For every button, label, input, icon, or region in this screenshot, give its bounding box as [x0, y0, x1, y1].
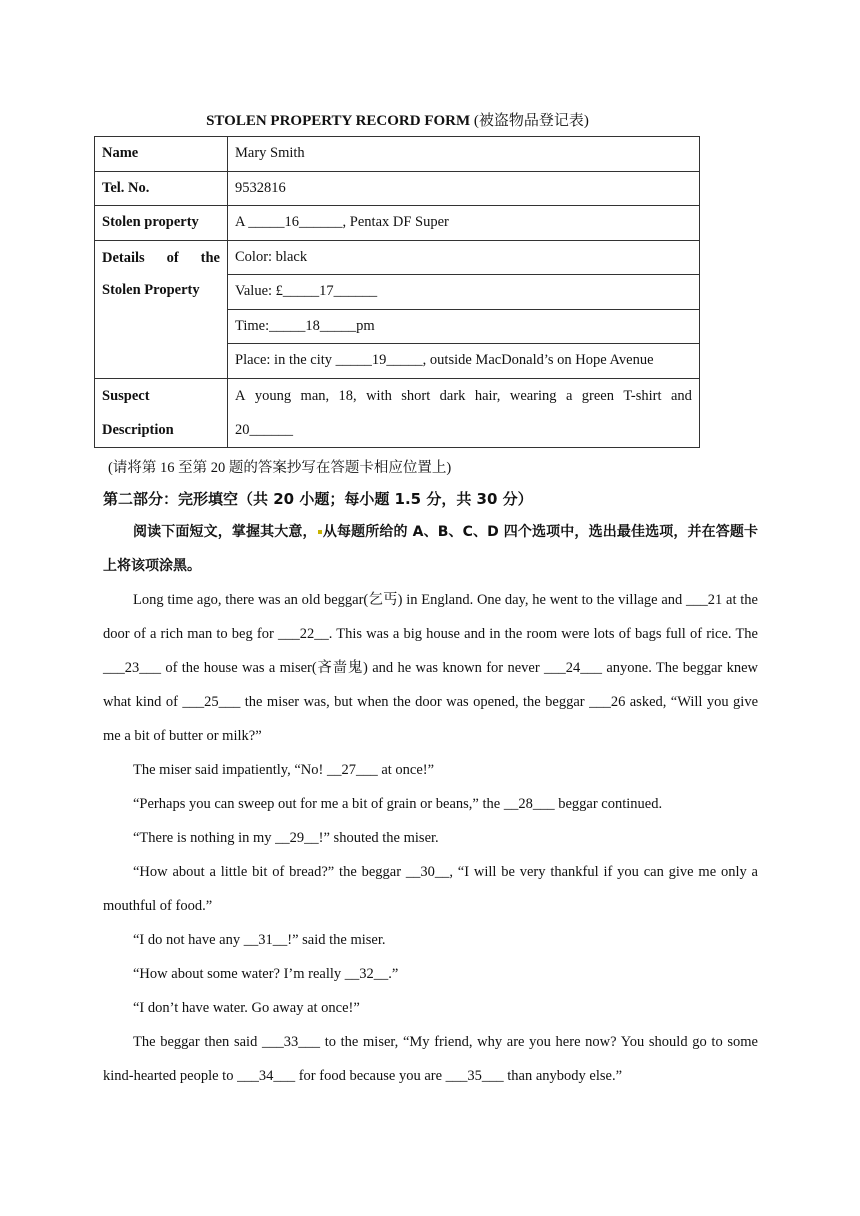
- label-name: Name: [95, 137, 228, 172]
- passage-text: “There is nothing in my: [133, 830, 276, 846]
- value-name: Mary Smith: [228, 137, 700, 172]
- cloze-blank: ___25___: [182, 694, 241, 710]
- row-suspect: [95, 378, 700, 447]
- cloze-blank: __31__: [243, 932, 288, 948]
- stolen-post: , Pentax DF Super: [342, 214, 449, 231]
- suspect-line1: [235, 379, 692, 413]
- cloze-blank: ___35___: [445, 1068, 504, 1084]
- row-name: [95, 137, 700, 172]
- cloze-blank: ___22__: [277, 626, 329, 642]
- passage-text: “I do not have any: [133, 932, 244, 948]
- row-stolen-property: [95, 206, 700, 241]
- instructions: [103, 515, 758, 583]
- suspect-word: dark: [439, 387, 466, 404]
- passage-text: to the miser, “My friend, why are you here now? You should go to some kind-hearted people to: [103, 1034, 758, 1084]
- passage-text: !” said the miser.: [287, 932, 386, 948]
- passage-paragraph: [103, 957, 758, 991]
- suspect-word: short: [401, 387, 431, 404]
- passage-paragraph: [103, 991, 758, 1025]
- suspect-word: with: [366, 387, 392, 404]
- label-tel: Tel. No.: [95, 171, 228, 206]
- time-post: pm: [356, 317, 375, 334]
- details-label-line2: Stolen Property: [102, 281, 200, 298]
- cloze-blank: ___23___: [103, 660, 161, 676]
- value-stolen-property: [228, 206, 700, 241]
- value-color: Color: black: [228, 240, 700, 275]
- cloze-passage: [103, 583, 758, 1093]
- suspect-word: hair,: [474, 387, 501, 404]
- suspect-word: 18,: [338, 387, 357, 404]
- blank-20: 20______: [235, 421, 293, 438]
- passage-text: “I don’t have water. Go away at once!”: [133, 1000, 360, 1016]
- cloze-blank: ___34___: [237, 1068, 296, 1084]
- suspect-word: T-shirt: [623, 387, 662, 404]
- answer-note: (请将第 16 至第 20 题的答案抄写在答题卡相应位置上): [108, 460, 452, 476]
- stolen-property-form-table: [94, 136, 700, 448]
- passage-paragraph: [103, 821, 758, 855]
- marker-dot: [318, 530, 322, 534]
- passage-paragraph: [103, 753, 758, 787]
- passage-text: “Perhaps you can sweep out for me a bit of grain or beans,” the: [133, 796, 504, 812]
- label-suspect: [95, 378, 228, 447]
- passage-text: anyone. The beggar knew what kind of: [103, 660, 758, 710]
- cloze-blank: ___24___: [544, 660, 602, 676]
- instructions-part-b: 从每题所给的 A、B、C、D 四个选项中，选出最佳选项，并在答题卡上将该项涂黑。: [103, 524, 758, 574]
- passage-paragraph: [103, 923, 758, 957]
- label-stolen-property: Stolen property: [95, 206, 228, 241]
- passage-paragraph: [103, 787, 758, 821]
- suspect-word: man,: [300, 387, 330, 404]
- value-place: [228, 344, 700, 379]
- value-pre: Value: £: [235, 283, 283, 300]
- blank-19: _____19_____: [335, 352, 423, 369]
- time-pre: Time:: [235, 317, 270, 334]
- passage-text: than anybody else.”: [503, 1068, 623, 1084]
- passage-text: the miser was, but when the door was opened, the beggar: [240, 694, 590, 710]
- passage-text: The miser said impatiently, “No!: [133, 762, 327, 778]
- passage-text: !” shouted the miser.: [318, 830, 439, 846]
- details-label-line1: [102, 248, 220, 268]
- form-title-english: STOLEN PROPERTY RECORD FORM: [206, 113, 471, 129]
- cloze-blank: ___33___: [262, 1034, 321, 1050]
- row-details-color: [95, 240, 700, 275]
- stolen-pre: A: [235, 214, 249, 231]
- details-word-1: Details: [102, 249, 145, 266]
- value-tel: 9532816: [228, 171, 700, 206]
- cloze-blank: ___21: [686, 592, 723, 608]
- instructions-part-a: 阅读下面短文，掌握其大意，: [133, 524, 317, 540]
- suspect-word: a: [565, 387, 573, 404]
- suspect-label-line1: Suspect: [102, 387, 150, 404]
- passage-text: .”: [388, 966, 399, 982]
- suspect-word: young: [254, 387, 292, 404]
- label-details: [95, 240, 228, 378]
- passage-text: The beggar then said: [133, 1034, 263, 1050]
- cloze-blank: __27___: [326, 762, 378, 778]
- form-title: [95, 109, 700, 130]
- value-value: [228, 275, 700, 310]
- suspect-word: and: [670, 387, 692, 404]
- value-time: [228, 309, 700, 344]
- cloze-blank: ___26: [589, 694, 626, 710]
- section-heading: 第二部分：完形填空（共 20 小题；每小题 1.5 分，共 30 分）: [103, 490, 533, 508]
- cloze-blank: __30__: [405, 864, 450, 880]
- blank-18: _____18_____: [269, 317, 357, 334]
- place-pre: Place: in the city: [235, 352, 336, 369]
- passage-text: “How about some water? I’m really: [133, 966, 345, 982]
- blank-16: _____16______: [248, 214, 343, 231]
- passage-text: asked, “Will you give me a bit of butter or milk?”: [103, 694, 759, 744]
- passage-text: beggar continued.: [554, 796, 663, 812]
- cloze-blank: __29__: [275, 830, 319, 846]
- details-word-3: the: [200, 249, 220, 266]
- passage-text: at once!”: [377, 762, 435, 778]
- form-title-chinese: (被盗物品登记表): [470, 113, 589, 129]
- suspect-word: A: [235, 387, 246, 404]
- row-tel: [95, 171, 700, 206]
- passage-paragraph: [103, 1025, 758, 1093]
- passage-paragraph: [103, 583, 758, 753]
- passage-text: for food because you are: [295, 1068, 446, 1084]
- suspect-word: wearing: [509, 387, 557, 404]
- cloze-blank: __28___: [503, 796, 555, 812]
- passage-text: at the door of a rich man to beg for: [103, 592, 758, 642]
- passage-text: Long time ago, there was an old beggar(乞丐) in England. One day, he went to the village and: [133, 592, 687, 608]
- blank-17: _____17______: [282, 283, 378, 300]
- place-post: , outside MacDonald’s on Hope Avenue: [422, 352, 654, 369]
- passage-paragraph: [103, 855, 758, 923]
- passage-text: , “I will be very thankful if you can give me only a mouthful of food.”: [103, 864, 758, 914]
- passage-text: “How about a little bit of bread?” the beggar: [133, 864, 406, 880]
- passage-text: of the house was a miser(吝啬鬼) and he was known for never: [161, 660, 544, 676]
- passage-text: . This was a big house and in the room were lots of bags full of rice. The: [328, 626, 758, 642]
- suspect-word: green: [581, 387, 614, 404]
- details-word-2: of: [166, 249, 179, 266]
- suspect-label-line2: Description: [102, 421, 174, 438]
- value-suspect: [228, 378, 700, 447]
- cloze-blank: __32__: [344, 966, 389, 982]
